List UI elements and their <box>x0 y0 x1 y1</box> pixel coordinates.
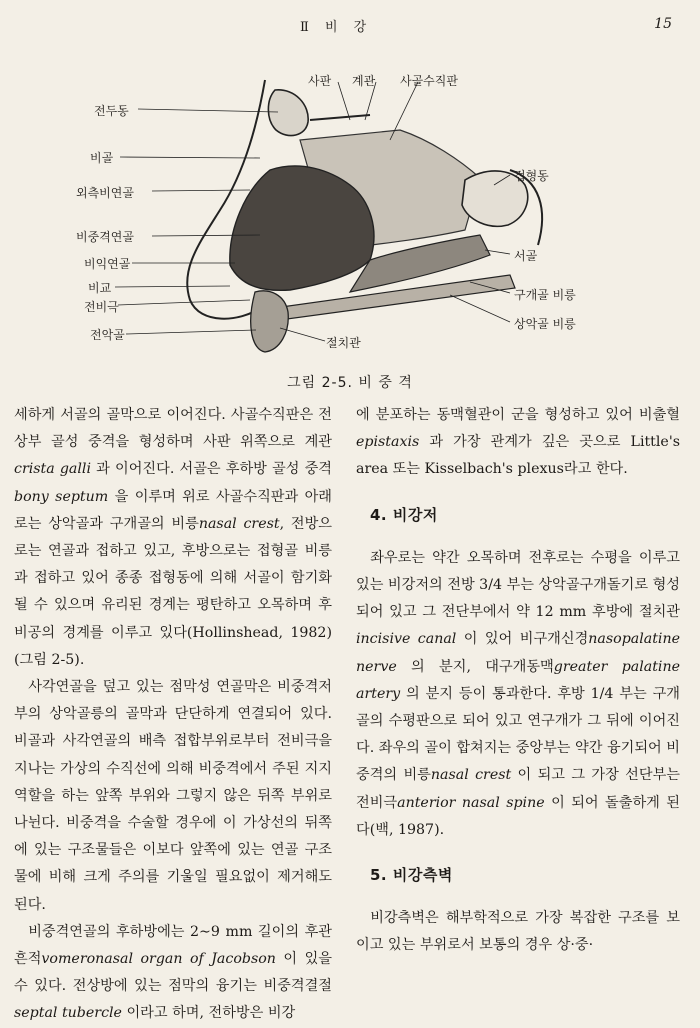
label-lateral-nasal-cartilage: 외측비연골 <box>76 186 134 200</box>
term-english: incisive canal <box>356 631 457 648</box>
term-english: nasopalatine nerve <box>356 631 681 675</box>
paragraph: 비강측벽은 해부학적으로 가장 복잡한 구조를 보이고 있는 부위로서 보통의 경우 상·중· <box>356 910 680 954</box>
term-english: bony septum <box>14 488 109 505</box>
septum-illustration <box>70 60 590 370</box>
label-palatine-crest: 구개골 비릉 <box>514 288 576 302</box>
label-septal-cartilage: 비중격연골 <box>76 230 134 244</box>
right-column <box>356 402 680 960</box>
label-vomer: 서골 <box>514 249 538 263</box>
running-header <box>0 10 700 36</box>
label-incisive-canal: 절치관 <box>326 336 361 350</box>
term-english: septal tubercle <box>14 1005 122 1022</box>
term-english: greater palatine artery <box>356 658 681 702</box>
nasal-septum-figure <box>70 60 590 370</box>
paragraph: 사각연골을 덮고 있는 점막성 연골막은 비중격저부의 상악골릉의 골막과 단단하게 연결되어 있다. 비골과 사각연골의 배측 접합부위로부터 전비극을 지나는 가상의 수직선에 의해 비중격에서 주된 지지역할을 하는 앞쪽 부위와 그렇지 않은 뒤쪽 부위로 나뉜다. 비중격을 수술할 경우에 이 가상선의 뒤쪽에 있는 구조물들은 이보다 앞쪽에 있는 연골 구조물에 비해 크게 주의를 기울일 필요없이 제거해도 된다. <box>14 679 332 913</box>
paragraph: 좌우로는 약간 오목하며 전후로는 수평을 이루고 있는 비강저의 전방 3/4 부는 상악골구개돌기로 형성되어 있고 그 전단부에서 약 12 mm 후방에 절치관incisive canal 이 있어 비구개신경nasopalatine nerve 의 분지, 대구개동맥greater palatine artery 의 분지 등이 통과한다. 후방 1/4 부는 구개골의 수평판으로 되어 있고 연구개가 그 뒤에 이어진다. 좌우의 골이 합쳐지는 중앙부는 약간 융기되어 비중격의 비릉nasal crest 이 되고 그 가장 선단부는 전비극anterior nasal spine 이 되어 돌출하게 된다(백, 1987). <box>356 549 681 838</box>
term-english: crista galli <box>14 461 92 478</box>
label-perpendicular-plate: 사골수직판 <box>400 74 458 88</box>
term-english: nasal crest <box>198 515 280 532</box>
term-english: nasal crest <box>430 767 512 784</box>
label-premaxilla: 전악골 <box>90 328 125 342</box>
label-maxillary-crest: 상악골 비릉 <box>514 317 576 331</box>
label-columella: 비교 <box>88 281 112 295</box>
term-english: vomeronasal organ of Jacobson <box>41 951 276 968</box>
paragraph: 에 분포하는 동맥혈관이 군을 형성하고 있어 비출혈epistaxis 과 가장 관계가 깊은 곳으로 Little's area 또는 Kisselbach's plexus라고 한다. <box>356 407 680 478</box>
chapter-title: Ⅱ 비 강 <box>300 20 373 35</box>
figure-caption: 그림 2-5. 비 중 격 <box>287 375 413 391</box>
label-frontal-sinus: 전두동 <box>94 104 129 118</box>
label-crista-galli: 계관 <box>352 74 376 88</box>
paragraph: 비중격연골의 후하방에는 2∼9 mm 길이의 후관흔적vomeronasal organ of Jacobson 이 있을 수 있다. 전상방에 있는 점막의 융기는 비중격결절septal tubercle 이라고 하며, 전하방은 비강 <box>14 923 332 1022</box>
label-nasal-bone: 비골 <box>90 151 114 165</box>
paragraph: 세하게 서골의 골막으로 이어진다. 사골수직판은 전상부 골성 중격을 형성하며 사판 위쪽으로 계관crista galli 과 이어진다. 서골은 후하방 골성 중격bony septum 을 이루며 위로 사골수직판과 아래로는 상악골과 구개골의 비릉nasal crest, 전방으로는 연골과 접하고 있고, 후방으로는 접형골 비릉과 접하고 있어 종종 접형동에 의해 서골이 함기화될 수 있으며 유리된 경계는 평탄하고 오목하며 후비공의 경계를 이루고 있다(Hollinshead, 1982)(그림 2-5). <box>14 407 333 668</box>
left-column <box>14 402 332 1028</box>
label-sphenoid-sinus: 접형동 <box>514 169 549 183</box>
label-anterior-nasal-spine: 전비극 <box>84 300 119 314</box>
section-heading-lateral-wall: 5. 비강측벽 <box>370 866 453 885</box>
term-english: anterior nasal spine <box>397 794 545 811</box>
term-english: epistaxis <box>356 434 420 451</box>
label-alar-cartilage: 비익연골 <box>84 257 131 271</box>
section-heading-nasal-floor: 4. 비강저 <box>370 505 438 524</box>
label-cribriform-plate: 사판 <box>308 74 332 88</box>
page-number: 15 <box>654 16 672 32</box>
